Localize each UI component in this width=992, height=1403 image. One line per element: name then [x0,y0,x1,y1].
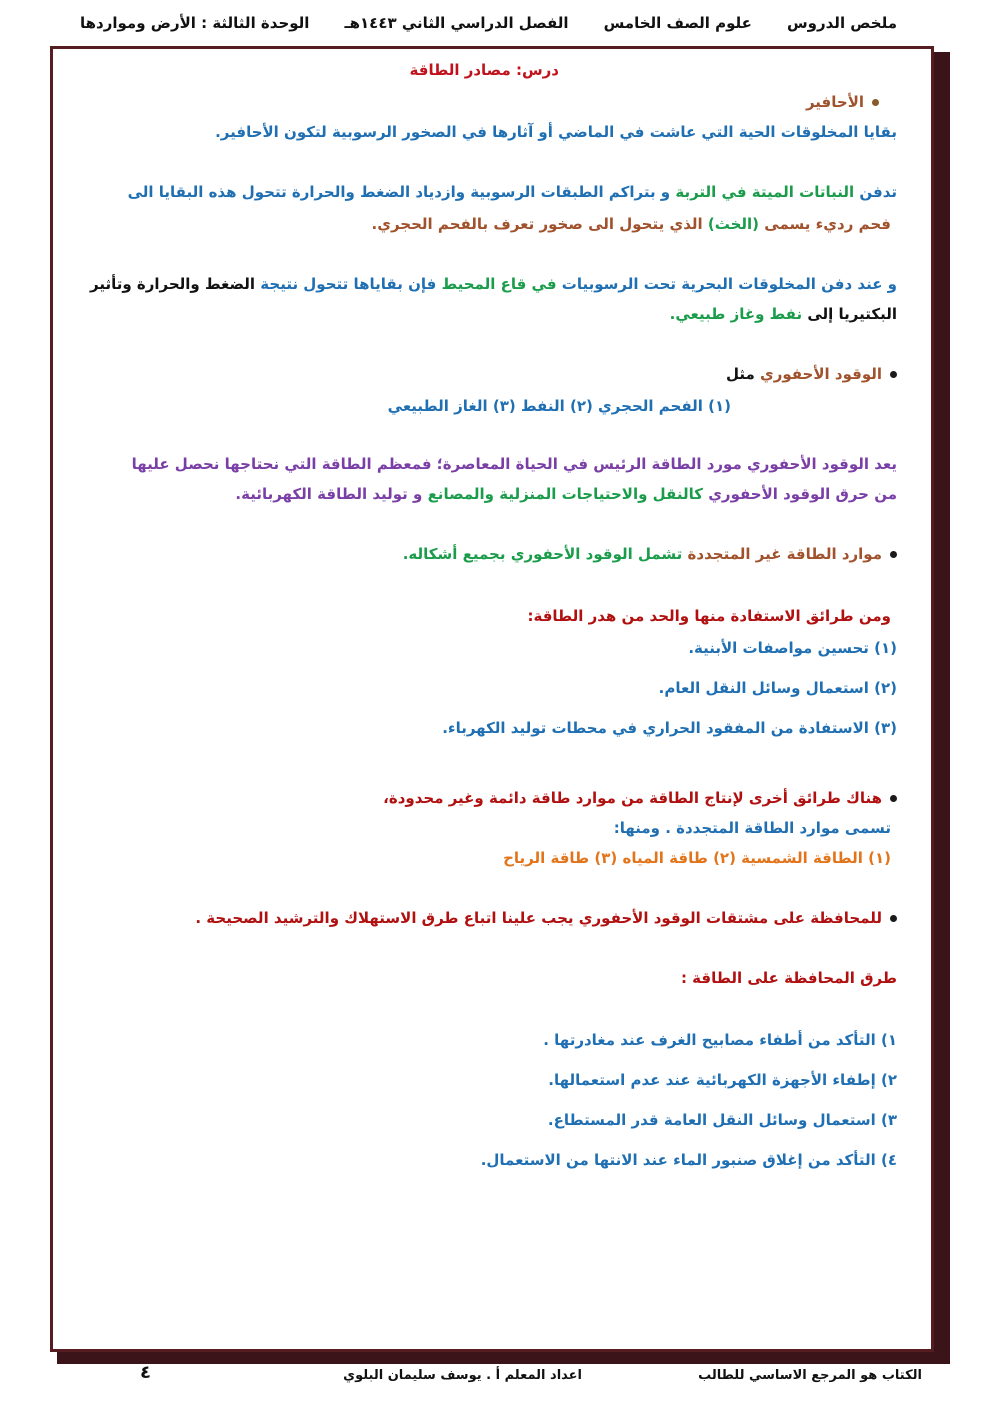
oil-text: قاع المحيط [441,275,527,293]
conservation-item-1: ١) التأكد من أطفاء مصابيح الغرف عند مغادرتها . [543,1031,897,1049]
fossil-fuel-term: الوقود الأحفوري [759,365,882,383]
renewable-examples: (١) الطاقة الشمسية (٢) طاقة المياه (٣) طاقة الرياح [503,849,891,867]
oil-text: نفط وغاز طبيعي. [669,305,803,323]
conservation-item-2: ٢) إطفاء الأجهزة الكهربائية عند عدم استعمالها. [548,1071,897,1089]
page-footer [60,1362,922,1392]
importance-text: من حرق الوقود الأحفوري [708,485,897,503]
fossils-definition: بقايا المخلوقات الحية التي عاشت في الماضي أو آثارها في الصخور الرسوبية لتكون الأحافير. [215,123,897,141]
conservation-item-4: ٤) التأكد من إغلاق صنبور الماء عند الانتها من الاستعمال. [480,1151,897,1169]
oil-text: إلى [802,305,839,323]
lesson-title: درس: مصادر الطاقة [409,61,559,79]
oil-text: المخلوقات البحرية تحت الرسوبيات [561,275,816,293]
oil-line-1 [90,275,897,293]
importance-text: يعد [869,455,897,473]
oil-text: فإن بقاياها تتحول نتيجة [255,275,442,293]
coal-text: تعرف بالفحم الحجري. [371,215,535,233]
bullet-icon [872,99,879,106]
renewable-text: هناك طرائق أخرى لإنتاج الطاقة من موارد طاقة دائمة وغير محدودة، [383,789,882,807]
fossil-fuel-text: مثل [725,365,760,383]
coal-text: الذي يتحول الى صخور [534,215,703,233]
preserve-note-text: للمحافظة على مشتقات الوقود الأحفوري يجب علينا اتباع طرق الاستهلاك والترشيد الصحيحة . [195,909,882,927]
nonrenewable-term: موارد الطاقة غير المتجددة [687,545,882,563]
bullet-icon [890,371,897,378]
importance-text: كالنقل [647,485,709,503]
header-term: الفصل الدراسي الثاني ١٤٤٣هـ [344,14,569,32]
saving-item-1: (١) تحسين مواصفات الأبنية. [688,639,897,657]
coal-text: و بتراكم الطبقات الرسوبية وازدياد الضغط والحرارة تتحول هذه البقايا الى [127,183,676,201]
conservation-heading: طرق المحافظة على الطاقة : [680,969,897,987]
coal-line-2 [372,215,891,233]
page-frame [50,46,934,1352]
lesson-content [53,49,931,1349]
nonrenewable-text: تشمل الوقود الأحفوري بجميع أشكاله. [402,545,688,563]
conservation-item-3: ٣) استعمال وسائل النقل العامة قدر المستطاع. [547,1111,897,1129]
header-summary: ملخص الدروس [786,14,897,32]
saving-item-2: (٢) استعمال وسائل النقل العام. [658,679,897,697]
bullet-icon [890,551,897,558]
preserve-note [195,909,897,927]
nonrenewable-line [403,545,897,563]
renewable-line-1 [383,789,897,807]
page-header [80,8,897,38]
coal-text: النباتات الميتة [751,183,855,201]
footer-author: اعداد المعلم أ . يوسف سليمان البلوي [343,1368,582,1383]
header-subject: علوم الصف الخامس [603,14,752,32]
fossils-heading [806,93,879,111]
coal-text: فحم رديء يسمى [759,215,891,233]
coal-line-1 [128,183,897,201]
fossil-fuel-examples: (١) الفحم الحجري (٢) النفط (٣) الغاز الطبيعي [387,397,731,415]
fossil-fuel-heading [726,365,897,383]
importance-text: و توليد الطاقة الكهربائية. [235,485,428,503]
bullet-icon [890,915,897,922]
importance-text: الوقود الأحفوري [746,455,869,473]
saving-item-3: (٣) الاستفادة من المفقود الحراري في محطات توليد الكهرباء. [442,719,897,737]
header-unit: الوحدة الثالثة : الأرض ومواردها [80,14,310,32]
footer-reference: الكتاب هو المرجع الاساسي للطالب [698,1368,922,1383]
coal-text: في التربة [675,183,752,201]
importance-line-1 [132,455,897,473]
oil-text: البكتيريا [838,305,897,323]
page-number: ٤ [140,1362,151,1383]
oil-text: الضغط والحرارة وتأثير [89,275,256,293]
oil-text: و عند دفن [815,275,897,293]
importance-text: والاحتياجات المنزلية والمصانع [427,485,648,503]
coal-text: (الخث) [702,215,760,233]
coal-text: تدفن [854,183,897,201]
oil-line-2 [670,305,897,323]
fossils-heading-text: الأحافير [805,93,864,111]
saving-heading: ومن طرائق الاستفادة منها والحد من هدر الطاقة: [527,607,891,625]
oil-text: في [526,275,562,293]
importance-line-2 [235,485,897,503]
bullet-icon [890,795,897,802]
importance-text: مورد الطاقة الرئيس في الحياة المعاصرة؛ فمعظم الطاقة التي نحتاجها نحصل عليها [131,455,747,473]
renewable-line-2: تسمى موارد الطاقة المتجددة . ومنها: [613,819,891,837]
